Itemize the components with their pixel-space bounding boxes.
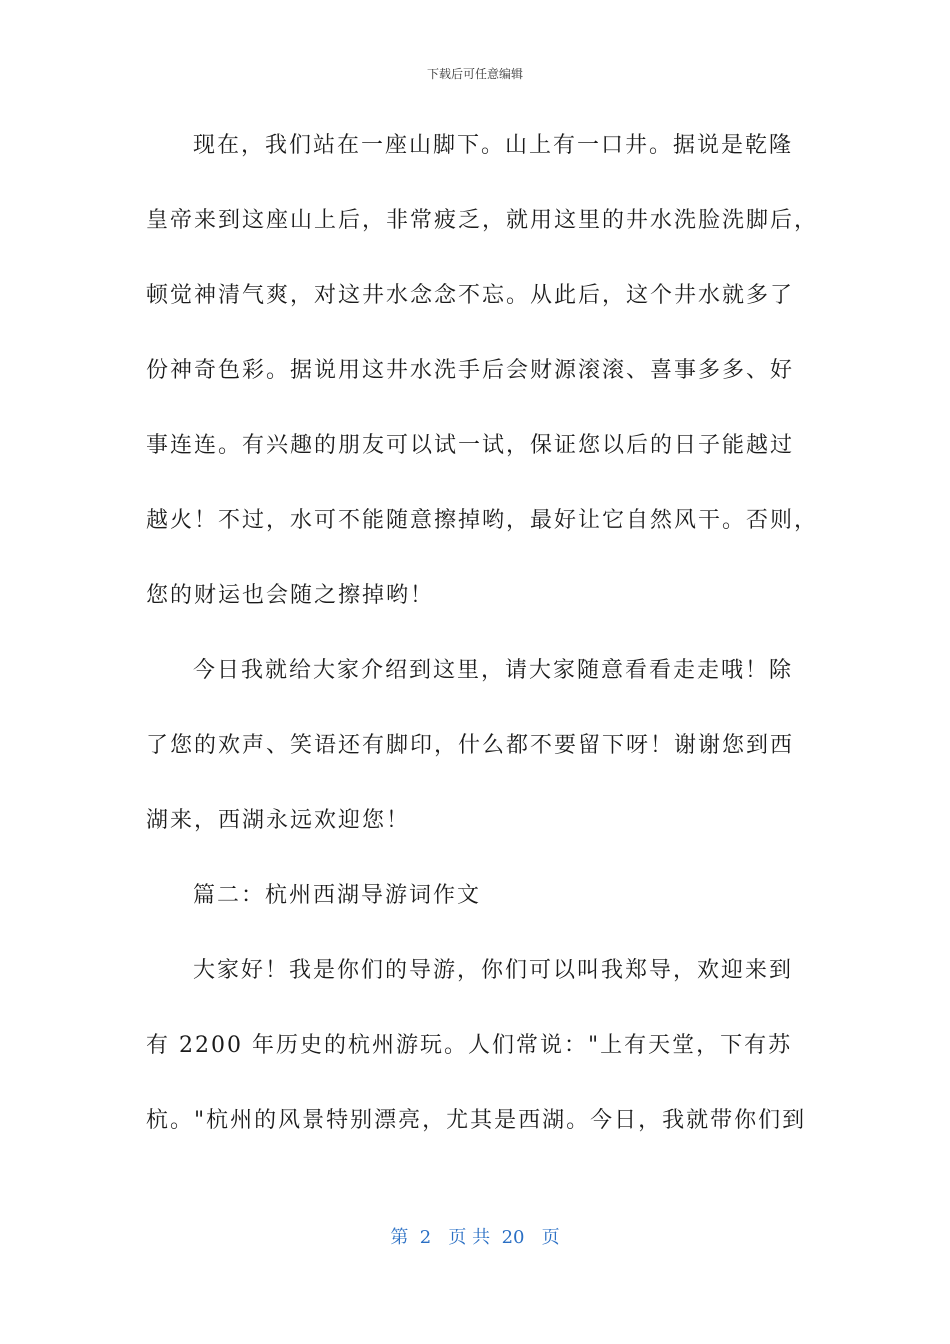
section-heading: 篇二：杭州西湖导游词作文 bbox=[193, 883, 482, 908]
paragraph-line: 湖来，西湖永远欢迎您！ bbox=[146, 808, 411, 833]
paragraph-line: 越火！不过，水可不能随意擦掉哟，最好让它自然风干。否则， bbox=[146, 508, 819, 533]
paragraph-line: 有 2200 年历史的杭州游玩。人们常说："上有天堂，下有苏 bbox=[146, 1033, 793, 1058]
document-body bbox=[146, 127, 819, 1177]
paragraph-line: 杭。"杭州的风景特别漂亮，尤其是西湖。今日，我就带你们到 bbox=[146, 1108, 807, 1133]
paragraph-line: 大家好！我是你们的导游，你们可以叫我郑导，欢迎来到 bbox=[193, 958, 794, 983]
page-header-note: 下载后可任意编辑 bbox=[426, 67, 523, 81]
paragraph-line: 顿觉神清气爽，对这井水念念不忘。从此后，这个井水就多了 bbox=[146, 283, 795, 308]
paragraph-line: 现在，我们站在一座山脚下。山上有一口井。据说是乾隆 bbox=[193, 133, 794, 158]
paragraph-line: 今日我就给大家介绍到这里，请大家随意看看走走哦！除 bbox=[193, 658, 794, 683]
paragraph-line: 份神奇色彩。据说用这井水洗手后会财源滚滚、喜事多多、好 bbox=[146, 358, 795, 383]
paragraph-line: 事连连。有兴趣的朋友可以试一试，保证您以后的日子能越过 bbox=[146, 433, 795, 458]
paragraph-line: 皇帝来到这座山上后，非常疲乏，就用这里的井水洗脸洗脚后， bbox=[146, 208, 819, 233]
paragraph-line: 您的财运也会随之擦掉哟！ bbox=[146, 583, 435, 608]
page-number-footer: 第 2 页 共 20 页 bbox=[390, 1227, 560, 1248]
paragraph-line: 了您的欢声、笑语还有脚印，什么都不要留下呀！谢谢您到西 bbox=[146, 733, 795, 758]
